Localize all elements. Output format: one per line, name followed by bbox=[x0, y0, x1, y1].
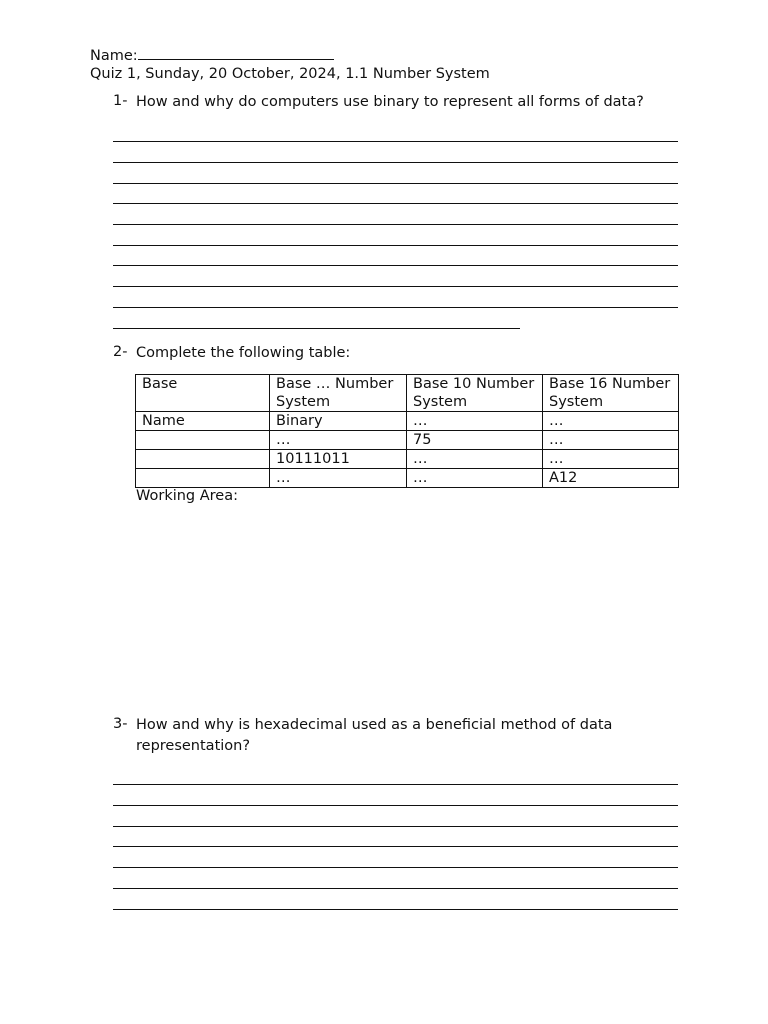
table-header-row bbox=[136, 375, 679, 412]
table-cell bbox=[136, 431, 270, 450]
table-cell[interactable]: … bbox=[270, 469, 407, 488]
number-system-table bbox=[135, 374, 679, 488]
table-cell[interactable]: … bbox=[407, 412, 543, 431]
table-cell: 75 bbox=[407, 431, 543, 450]
answer-line[interactable] bbox=[113, 826, 678, 827]
working-area-label: Working Area: bbox=[136, 488, 239, 504]
table-cell[interactable]: … bbox=[543, 431, 679, 450]
table-cell[interactable]: … bbox=[543, 450, 679, 469]
question-3-text: How and why is hexadecimal used as a beneficial method of data representation? bbox=[136, 717, 613, 754]
question-1-text: How and why do computers use binary to represent all forms of data? bbox=[136, 94, 644, 110]
answer-line[interactable] bbox=[113, 203, 678, 204]
answer-line[interactable] bbox=[113, 867, 678, 868]
table-cell[interactable]: … bbox=[407, 450, 543, 469]
answer-line[interactable] bbox=[113, 183, 678, 184]
answer-line[interactable] bbox=[113, 162, 678, 163]
question-3-number: 3- bbox=[113, 716, 128, 732]
table-cell[interactable]: … bbox=[270, 431, 407, 450]
answer-line[interactable] bbox=[113, 141, 678, 142]
table-cell bbox=[136, 450, 270, 469]
question-2-text: Complete the following table: bbox=[136, 345, 351, 361]
table-cell bbox=[136, 469, 270, 488]
table-cell: Name bbox=[136, 412, 270, 431]
table-header-cell: Base … Number System bbox=[270, 375, 407, 412]
answer-line[interactable] bbox=[113, 909, 678, 910]
answer-line[interactable] bbox=[113, 846, 678, 847]
answer-line[interactable] bbox=[113, 245, 678, 246]
question-2-number: 2- bbox=[113, 344, 128, 360]
answer-line[interactable] bbox=[113, 784, 678, 785]
table-row bbox=[136, 431, 679, 450]
name-field bbox=[90, 46, 334, 65]
table-row bbox=[136, 412, 679, 431]
answer-line[interactable] bbox=[113, 286, 678, 287]
table-header-cell: Base 10 Number System bbox=[407, 375, 543, 412]
table-cell: Binary bbox=[270, 412, 407, 431]
answer-line[interactable] bbox=[113, 888, 678, 889]
answer-line[interactable] bbox=[113, 307, 678, 308]
question-1-number: 1- bbox=[113, 93, 128, 109]
table-cell: A12 bbox=[543, 469, 679, 488]
table-cell[interactable]: … bbox=[407, 469, 543, 488]
table-cell: 10111011 bbox=[270, 450, 407, 469]
table-cell[interactable]: … bbox=[543, 412, 679, 431]
answer-line[interactable] bbox=[113, 328, 520, 329]
answer-line[interactable] bbox=[113, 265, 678, 266]
table-header-cell: Base 16 Number System bbox=[543, 375, 679, 412]
table-row bbox=[136, 469, 679, 488]
name-blank-line[interactable] bbox=[138, 46, 334, 60]
table-header-cell: Base bbox=[136, 375, 270, 412]
table-row bbox=[136, 450, 679, 469]
quiz-info: Quiz 1, Sunday, 20 October, 2024, 1.1 Number System bbox=[90, 66, 490, 82]
answer-line[interactable] bbox=[113, 224, 678, 225]
working-area[interactable] bbox=[136, 508, 676, 703]
name-label: Name: bbox=[90, 48, 138, 64]
answer-line[interactable] bbox=[113, 805, 678, 806]
